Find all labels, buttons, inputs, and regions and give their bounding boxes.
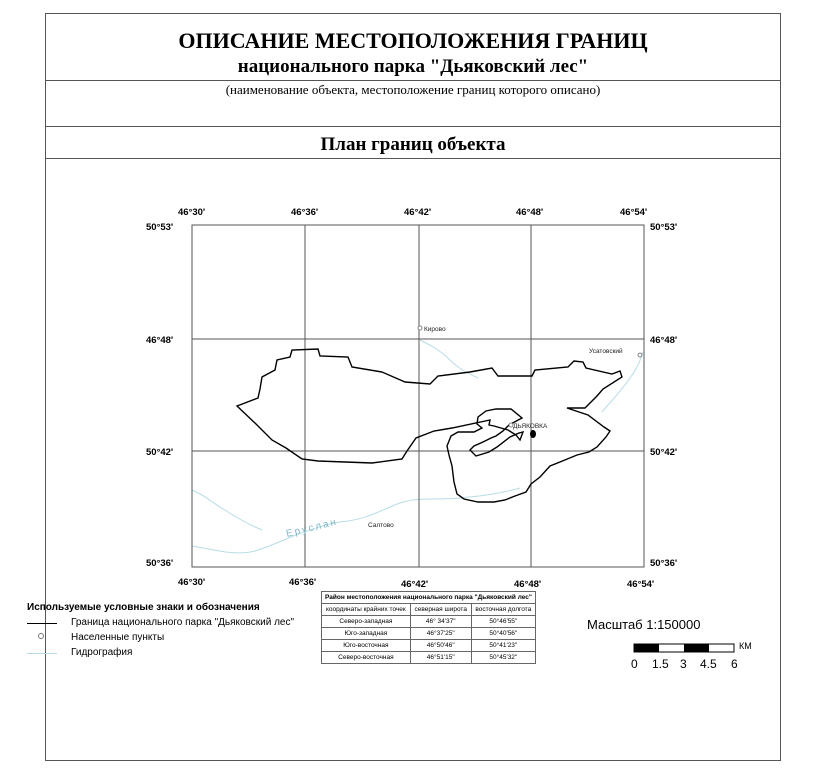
table-header-row: [322, 604, 536, 616]
table-caption: Район местоположения национального парка "Дьяковский лес": [322, 592, 536, 604]
table-caption-row: [322, 592, 536, 604]
scale-tick: 4.5: [700, 657, 717, 671]
plan-title: План границ объекта: [320, 134, 506, 155]
stream-west: [192, 490, 262, 530]
top-lon-label: 46°42': [404, 207, 432, 218]
legend-item-settlements: [27, 631, 260, 646]
table-cell: 46°37'25": [410, 628, 471, 640]
bottom-lon-label: 46°54': [627, 579, 655, 590]
settlement-icon: [418, 326, 422, 330]
scale-tick: 0: [631, 657, 638, 671]
grid-labels: [146, 207, 677, 590]
park-boundary: [237, 349, 622, 502]
object-name: национального парка "Дьяковский лес": [237, 56, 589, 77]
scale-bar: [587, 636, 762, 678]
coordinates-table: [321, 591, 536, 664]
legend-item-hydrography: [27, 646, 260, 661]
legend-title: Используемые условные знаки и обозначения: [27, 602, 260, 613]
column-header: координаты крайних точек: [322, 604, 411, 616]
stream-east: [602, 352, 643, 412]
left-lat-label: 46°48': [146, 335, 174, 346]
table-row: [322, 616, 536, 628]
settlement-icon: [38, 633, 44, 639]
bottom-lon-label: 46°30': [178, 577, 206, 588]
document-title: ОПИСАНИЕ МЕСТОПОЛОЖЕНИЯ ГРАНИЦ: [178, 28, 648, 53]
scale-tick: 3: [680, 657, 687, 671]
object-subtitle: (наименование объекта, местоположение границ которого описано): [225, 82, 601, 97]
top-lon-label: 46°48': [516, 207, 544, 218]
table-cell: Юго-восточная: [322, 640, 411, 652]
dyakovka-settlement-area: [530, 430, 536, 438]
place-label-dyakovka: ДЬЯКОВКА: [513, 423, 548, 430]
top-lon-label: 46°54': [620, 207, 648, 218]
hydro-line-icon: [27, 653, 57, 654]
top-lon-label: 46°30': [178, 207, 206, 218]
table-row: [322, 628, 536, 640]
table-row: [322, 640, 536, 652]
map-legend: [27, 602, 295, 661]
right-lat-label: 50°42': [650, 447, 678, 458]
coordinate-grid: [192, 225, 644, 567]
column-header: восточная долгота: [471, 604, 535, 616]
settlements: [285, 326, 642, 540]
top-lon-label: 46°36': [291, 207, 319, 218]
boundary-line-icon: [27, 623, 57, 624]
table-cell: 46°50'46": [410, 640, 471, 652]
map-frame: [192, 225, 644, 567]
bottom-lon-label: 46°48': [514, 579, 542, 590]
table-cell: Юго-западная: [322, 628, 411, 640]
legend-label: Гидрография: [71, 647, 133, 658]
table-cell: 50°41'23": [471, 640, 535, 652]
bottom-lon-label: 46°42': [401, 579, 429, 590]
table-cell: 50°40'56": [471, 628, 535, 640]
right-lat-label: 50°53': [650, 222, 678, 233]
left-lat-label: 50°53': [146, 222, 174, 233]
legend-label: Населенные пункты: [71, 632, 165, 643]
column-header: северная широта: [410, 604, 471, 616]
right-lat-label: 46°48': [650, 335, 678, 346]
place-label-usatovskiy: Усатовский: [589, 348, 623, 355]
legend-item-boundary: [27, 616, 295, 631]
place-label-kirovo: Кирово: [424, 326, 446, 333]
place-label-saltovo: Салтово: [368, 522, 394, 529]
table-cell: 50°46'55": [471, 616, 535, 628]
table-cell: Северо-западная: [322, 616, 411, 628]
river-label-eruslan: Еруслан: [285, 516, 340, 540]
legend-label: Граница национального парка "Дьяковский лес": [71, 617, 295, 628]
table-cell: Северо-восточная: [322, 652, 411, 664]
right-lat-label: 50°36': [650, 558, 678, 569]
table-cell: 46°51'15": [410, 652, 471, 664]
bottom-lon-label: 46°36': [289, 577, 317, 588]
scale-title: Масштаб 1:150000: [587, 617, 701, 632]
table-row: [322, 652, 536, 664]
scale-tick: 1.5: [652, 657, 669, 671]
settlement-icon: [638, 353, 642, 357]
hydrography: [192, 340, 643, 553]
left-lat-label: 50°42': [146, 447, 174, 458]
table-cell: 50°45'32": [471, 652, 535, 664]
left-lat-label: 50°36': [146, 558, 174, 569]
scale-tick: 6: [731, 657, 738, 671]
scale-block: [587, 617, 762, 678]
table-cell: 46° 34'37": [410, 616, 471, 628]
scale-unit: КМ: [739, 641, 752, 651]
